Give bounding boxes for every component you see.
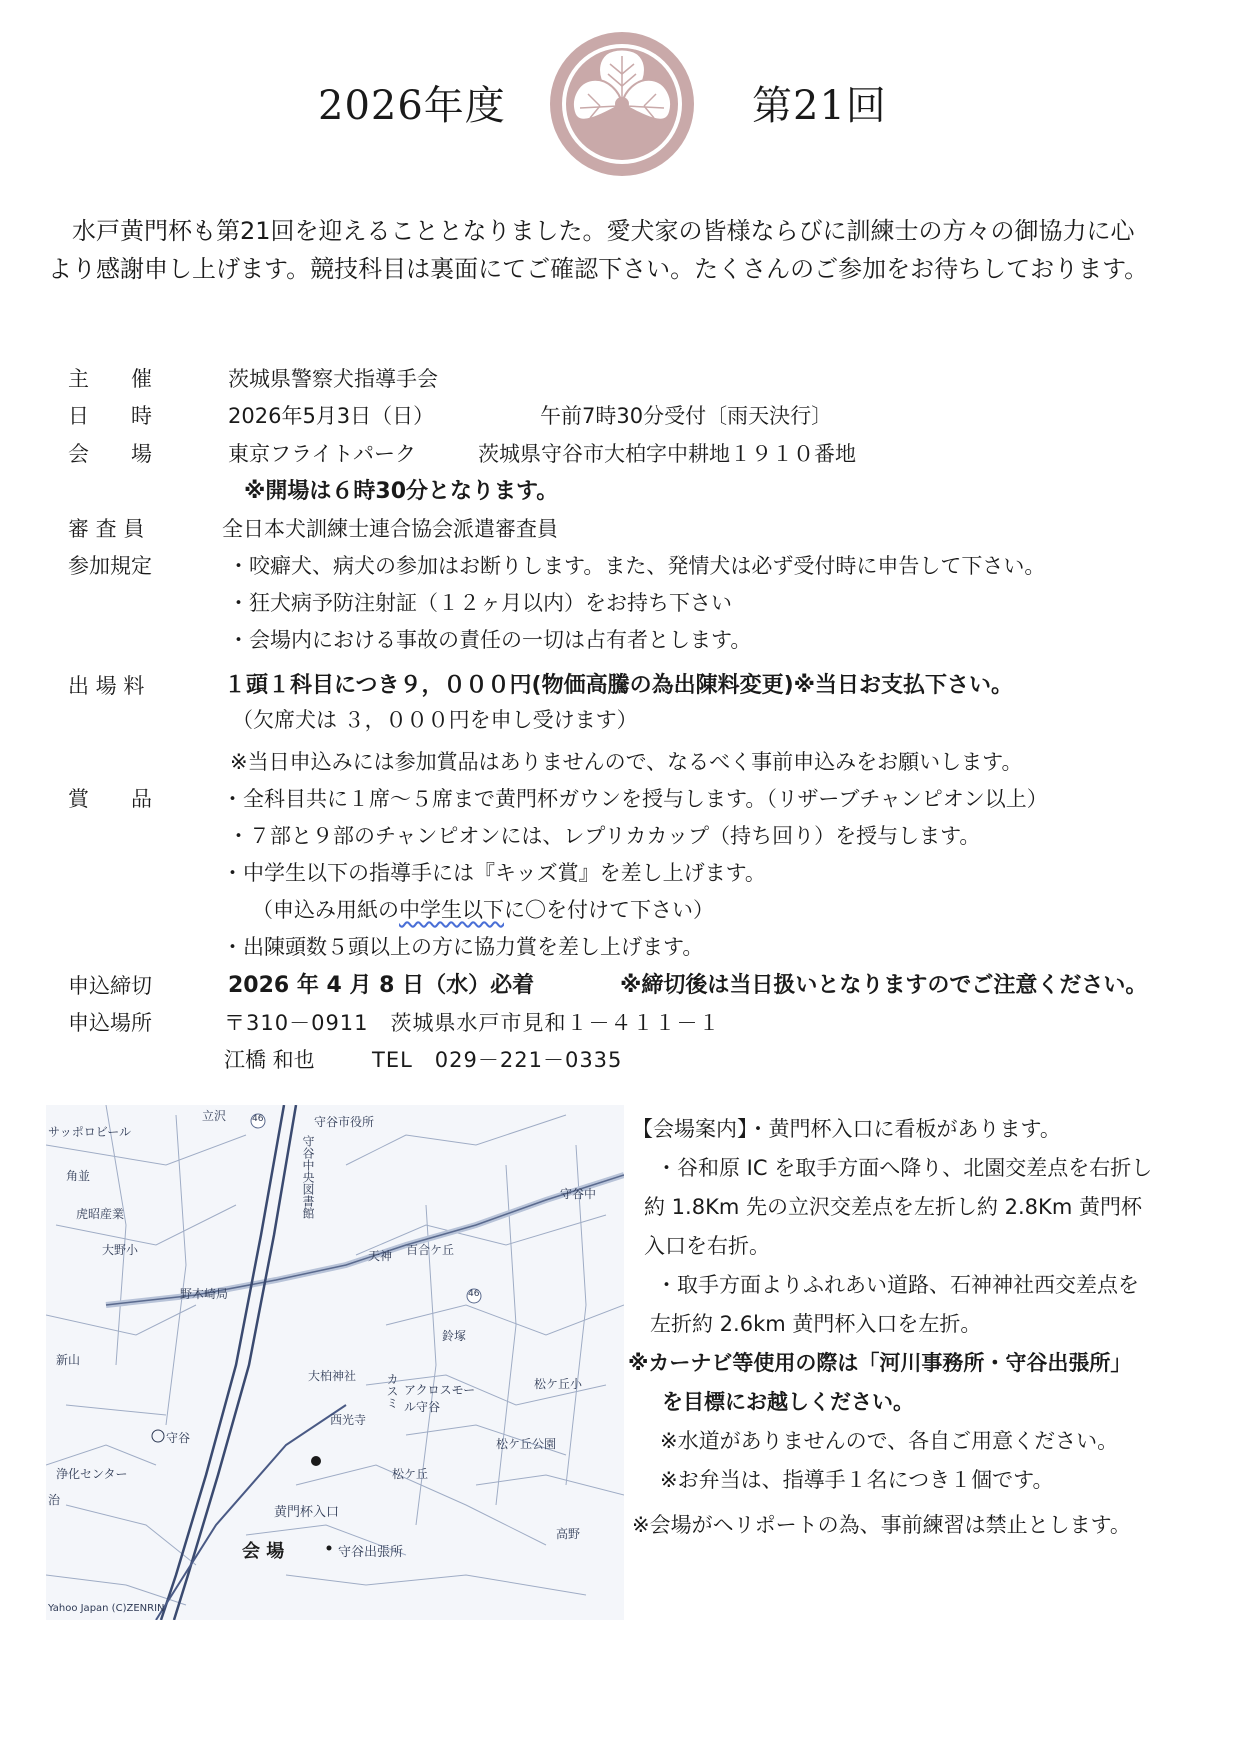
deadline-note: ※締切後は当日扱いとなりますのでご注意ください。	[620, 973, 1148, 998]
header-year: 2026年度	[318, 83, 506, 129]
venue-open-note: ※開場は６時30分となります。	[244, 479, 559, 504]
map-label: 守谷中	[560, 1187, 597, 1201]
fee-absent: （欠席犬は ３，０００円を申し受けます）	[232, 708, 638, 732]
map-label: サッポロビール	[48, 1125, 132, 1139]
access-guide	[628, 1110, 1232, 1545]
map-label: 天神	[368, 1249, 393, 1263]
datetime-date: 2026年5月3日（日）	[228, 404, 435, 428]
deadline-date: 2026 年 4 月 8 日（水）必着	[228, 973, 535, 998]
judges-value: 全日本犬訓練士連合協会派遣審査員	[222, 517, 558, 541]
map-label: 立沢	[202, 1109, 227, 1123]
map-venue-label: 会 場	[242, 1541, 285, 1562]
map-label: 松ケ丘小	[534, 1377, 583, 1391]
route-46-icon: 46	[252, 1114, 264, 1124]
map-label: アクロスモール守谷	[404, 1383, 476, 1414]
intro-line-1: 水戸黄門杯も第21回を迎えることとなりました。愛犬家の皆様ならびに訓練士の方々の御協力に心	[72, 217, 1135, 245]
map-label: 黄門杯入口	[274, 1505, 340, 1520]
rules-item: ・狂犬病予防注射証（１２ヶ月以内）をお持ち下さい	[228, 591, 732, 615]
map-label: 大柏神社	[308, 1369, 357, 1383]
guide-line: ※会場がヘリポートの為、事前練習は禁止とします。	[632, 1513, 1131, 1537]
map-label: カスミ	[385, 1373, 399, 1409]
map-label: 鈴塚	[442, 1329, 467, 1343]
guide-line: 左折約 2.6km 黄門杯入口を左折。	[650, 1312, 982, 1336]
fee-main: １頭１科目につき９，０００円(物価高騰の為出陳料変更)※当日お支払下さい。	[224, 673, 1014, 698]
map-label: 大野小	[102, 1243, 139, 1257]
map-label: 松ケ丘	[392, 1467, 429, 1481]
guide-line: ・取手方面よりふれあい道路、石神神社西交差点を	[656, 1273, 1139, 1297]
venue-label: 会 場	[68, 442, 152, 466]
organizer-value: 茨城県警察犬指導手会	[228, 367, 438, 391]
intro-line-2: より感謝申し上げます。競技科目は裏面にてご確認下さい。たくさんのご参加をお待ちしております。	[48, 255, 1149, 283]
venue-address: 茨城県守谷市大柏字中耕地１９１０番地	[478, 442, 856, 466]
guide-line: 約 1.8Km 先の立沢交差点を左折し約 2.8Km 黄門杯	[644, 1195, 1142, 1219]
map-label: 守谷市役所	[314, 1115, 375, 1129]
map-label: 野木崎局	[180, 1287, 229, 1301]
map-label: 守谷中央図書館	[301, 1135, 315, 1219]
fee-label: 出 場 料	[68, 674, 145, 698]
map-label: 虎昭産業	[76, 1207, 125, 1221]
guide-line: ※水道がありませんので、各自ご用意ください。	[660, 1429, 1119, 1453]
datetime-time: 午前7時30分受付〔雨天決行〕	[540, 404, 833, 428]
mitsuba-aoi-crest-icon	[548, 30, 696, 178]
prize-item-3-note-post: に〇を付けて下さい）	[504, 898, 714, 922]
guide-line: 【会場案内】・黄門杯入口に看板があります。	[632, 1117, 1061, 1141]
datetime-label: 日 時	[68, 404, 152, 428]
deadline-label: 申込締切	[68, 974, 152, 998]
guide-line: ・谷和原 IC を取手方面へ降り、北園交差点を右折し	[656, 1156, 1153, 1180]
map-label: 西光寺	[330, 1413, 367, 1427]
application-label: 申込場所	[68, 1011, 152, 1035]
rules-item: ・会場内における事故の責任の一切は占有者とします。	[228, 628, 752, 652]
guide-line: ※お弁当は、指導手１名につき１個です。	[660, 1468, 1054, 1492]
prize-item-3-note	[252, 894, 714, 924]
prize-item-4: ・出陳頭数５頭以上の方に協力賞を差し上げます。	[222, 935, 704, 959]
prize-item-3-note-highlight: 中学生以下	[399, 898, 504, 922]
judges-label: 審 査 員	[68, 517, 145, 541]
application-tel: TEL 029－221－0335	[372, 1048, 623, 1072]
route-46-icon: 46	[468, 1289, 480, 1299]
prize-item-3-note-pre: （申込み用紙の	[252, 898, 399, 922]
venue-map[interactable]	[46, 1105, 624, 1620]
intro-paragraph	[48, 212, 1198, 288]
fee-note: ※当日申込みには参加賞品はありませんので、なるべく事前申込みをお願いします。	[230, 750, 1023, 774]
map-label: 新山	[56, 1353, 81, 1367]
map-label: 高野	[556, 1527, 581, 1541]
map-label: 守谷	[166, 1431, 191, 1445]
map-label: 浄化センター	[56, 1467, 128, 1481]
map-label: 松ケ丘公園	[496, 1437, 557, 1451]
guide-line: ※カーナビ等使用の際は「河川事務所・守谷出張所」	[628, 1351, 1132, 1375]
organizer-label: 主 催	[68, 367, 152, 391]
rules-item: ・咬癖犬、病犬の参加はお断りします。また、発情犬は必ず受付時に申告して下さい。	[228, 554, 1046, 578]
prize-item-2: ・７部と９部のチャンピオンには、レプリカカップ（持ち回り）を授与します。	[228, 824, 981, 848]
guide-line: を目標にお越しください。	[662, 1390, 914, 1414]
header-edition: 第21回	[752, 83, 887, 129]
rules-label: 参加規定	[68, 554, 152, 578]
map-label: 角並	[66, 1169, 91, 1183]
application-address: 〒310－0911 茨城県水戸市見和１－４１１－１	[224, 1011, 721, 1035]
venue-name: 東京フライトパーク	[228, 442, 416, 466]
map-copyright: Yahoo Japan (C)ZENRIN	[48, 1603, 165, 1614]
map-label: 守谷出張所	[338, 1545, 404, 1560]
map-label: 治	[48, 1493, 61, 1507]
application-name: 江橋 和也	[224, 1048, 315, 1072]
guide-line: 入口を右折。	[644, 1234, 770, 1258]
map-label: 百合ケ丘	[406, 1243, 455, 1257]
prizes-label: 賞 品	[68, 787, 152, 811]
prize-item-3: ・中学生以下の指導手には『キッズ賞』を差し上げます。	[222, 861, 766, 885]
prize-item-1: ・全科目共に１席～５席まで黄門杯ガウンを授与します。（リザーブチャンピオン以上）	[222, 787, 1048, 811]
